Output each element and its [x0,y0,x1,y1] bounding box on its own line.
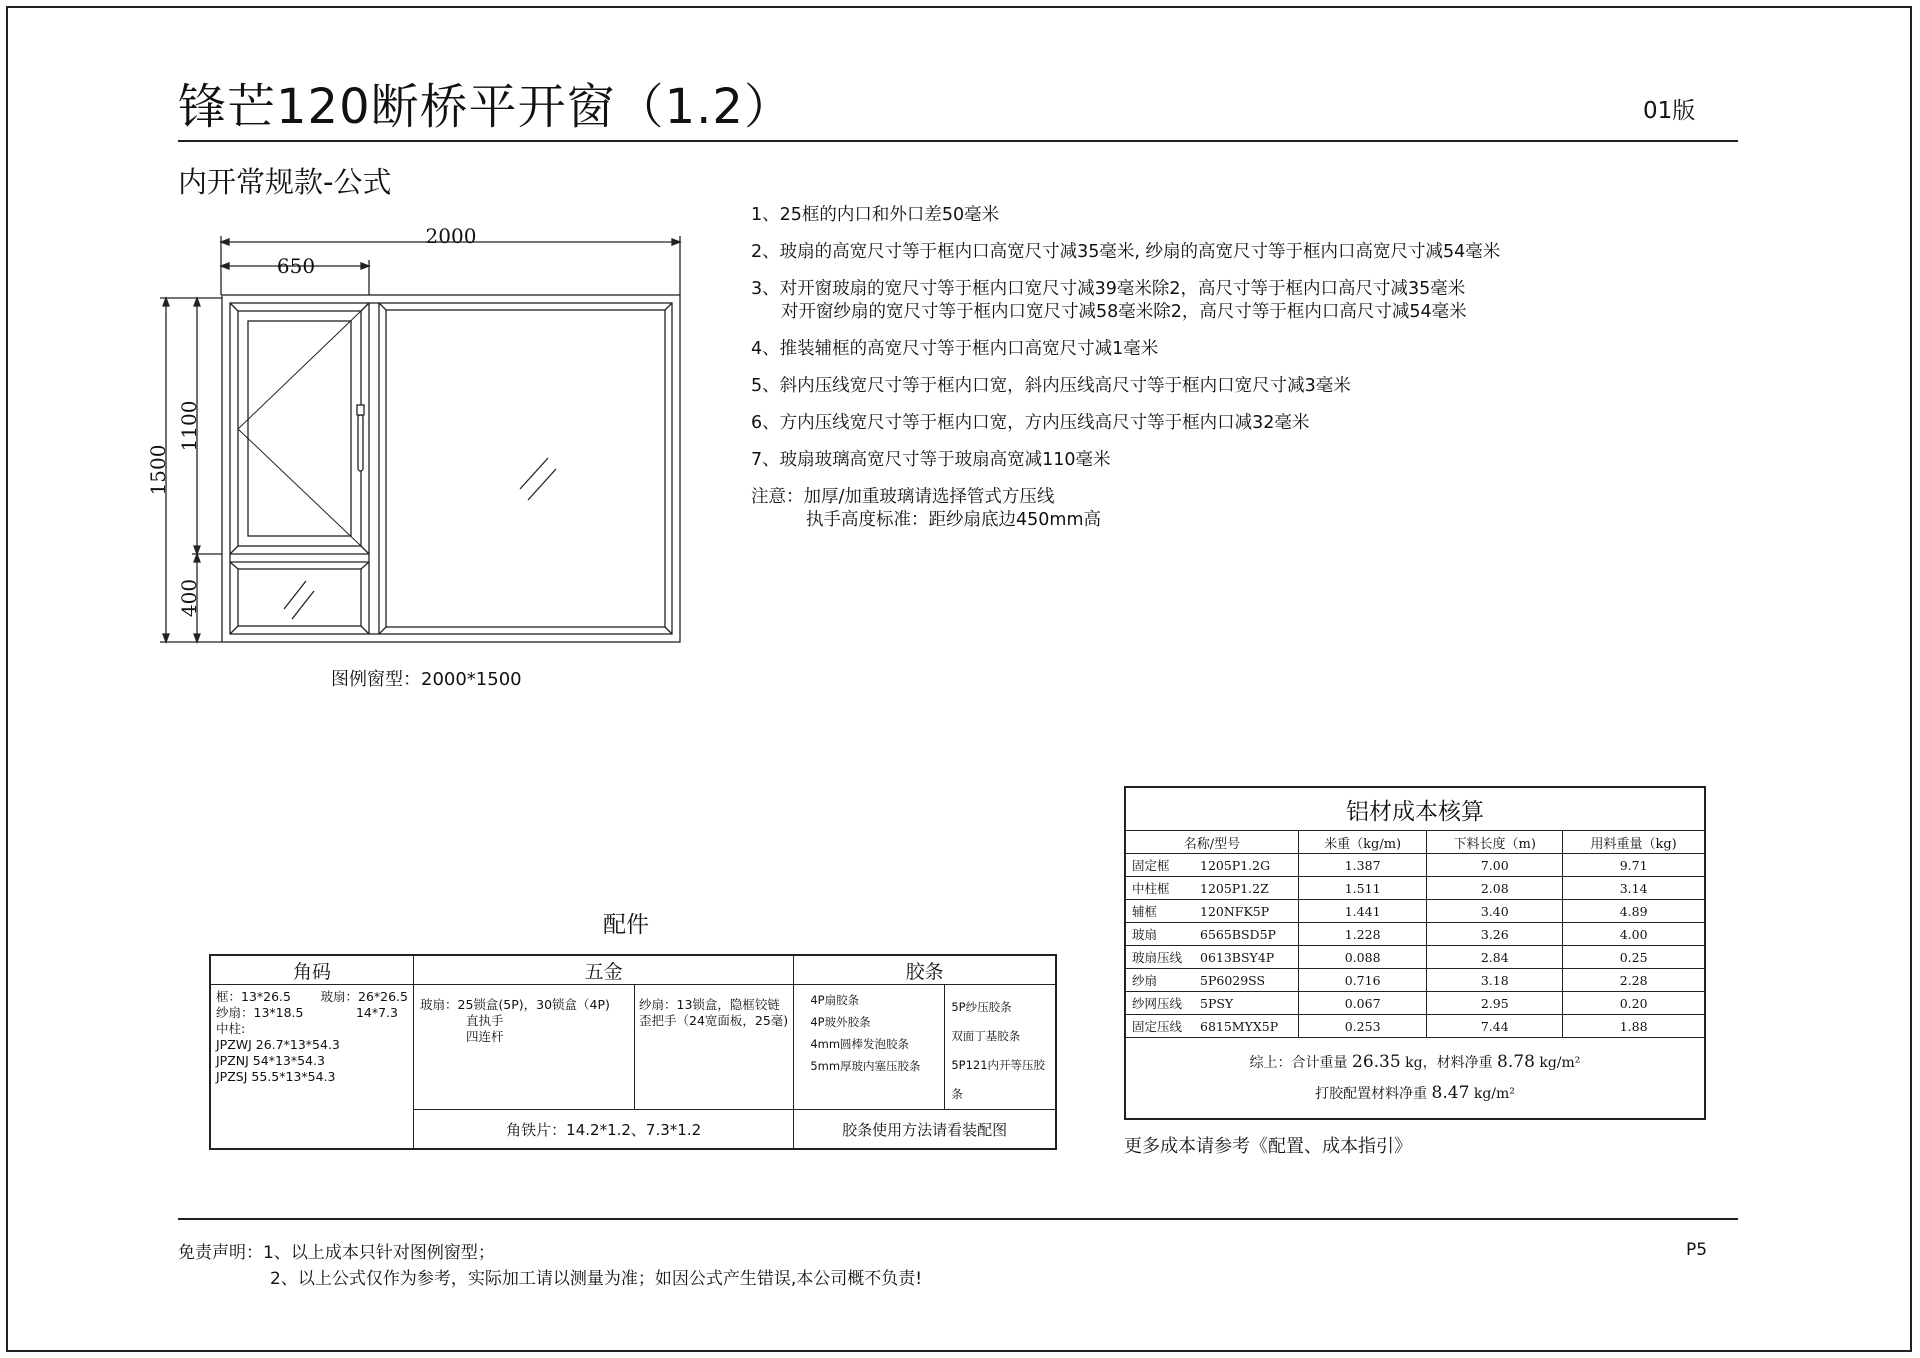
note-item: 7、玻扇玻璃高宽尺寸等于玻扇高宽减110毫米 [751,450,1111,470]
strip-item: 4P玻外胶条 [810,1015,871,1029]
note-item: 6、方内压线宽尺寸等于框内口宽，方内压线高尺寸等于框内口减32毫米 [751,413,1310,433]
strip-item: 双面丁基胶条 [951,1029,1021,1043]
disclaimer-line: 免责声明：1、以上成本只针对图例窗型； [178,1243,495,1263]
cost-header: 用料重量（kg) [1563,831,1705,854]
table-row: 固定框 1205P1.2G 1.387 7.00 9.71 [1125,854,1705,877]
table-row: 玻扇 6565BSD5P 1.228 3.26 4.00 [1125,923,1705,946]
table-row: 固定压线 6815MYX5P 0.253 7.44 1.88 [1125,1015,1705,1038]
table-row: 纱扇 5P6029SS 0.716 3.18 2.28 [1125,969,1705,992]
corner-glass-sash: 玻扇：26*26.5 [320,989,408,1004]
corner-screen-sash: 纱扇：13*18.5 [216,1005,304,1020]
note-item: 对开窗纱扇的宽尺寸等于框内口宽尺寸减58毫米除2，高尺寸等于框内口高尺寸减54毫米 [781,302,1467,322]
header-corner: 角码 [210,955,414,985]
table-row: 中柱框 1205P1.2Z 1.511 2.08 3.14 [1125,877,1705,900]
corner-glass-sash-2: 14*7.3 [355,1005,398,1020]
version-label: 01版 [1643,98,1696,124]
hardware-screen-line: 纱扇：13锁盒，隐框铰链 [639,997,780,1012]
cost-summary [1125,1038,1705,1120]
summary-total-weight: 26.35 [1352,1052,1401,1072]
hardware-glass-line: 四连杆 [466,1029,504,1044]
strips-cell-a [794,985,945,1110]
strip-item: 5P纱压胶条 [951,1000,1012,1014]
table-row: 玻扇压线 0613BSY4P 0.088 2.84 0.25 [1125,946,1705,969]
hardware-screen-cell [635,985,794,1110]
corner-mullion-item: JPZNJ 54*13*54.3 [216,1053,325,1068]
summary-total-label: 综上：合计重量 [1249,1055,1348,1071]
note-item: 4、推装辅框的高宽尺寸等于框内口高宽尺寸减1毫米 [751,339,1159,359]
strip-item: 5P121内开等压胶条 [951,1058,1046,1101]
dim-total-height: 1500 [146,444,170,496]
dim-upper-height: 1100 [177,400,201,452]
hardware-glass-line: 玻扇：25锁盒(5P)，30锁盒（4P) [420,997,610,1012]
strip-item: 4P扇胶条 [810,993,860,1007]
strips-cell-b [945,985,1056,1110]
disclaimer-line: 2、以上公式仅作为参考，实际加工请以测量为准；如因公式产生错误,本公司概不负责! [270,1269,923,1289]
corner-mullion-item: JPZWJ 26.7*13*54.3 [216,1037,340,1052]
page-number: P5 [1686,1240,1708,1260]
cost-reference-note: 更多成本请参考《配置、成本指引》 [1124,1136,1412,1157]
hardware-glass-cell [414,985,635,1110]
hardware-glass-line: 直执手 [466,1013,504,1028]
page-title: 锋芒120断桥平开窗（1.2） [178,79,793,135]
header-strips: 胶条 [794,955,1056,985]
summary-net-weight: 8.78 [1497,1052,1535,1072]
cost-table-title: 铝材成本核算 [1125,787,1705,831]
summary-unit: kg/m² [1473,1086,1515,1102]
dim-lower-height: 400 [177,578,201,618]
corner-cell [210,985,414,1150]
dim-total-width: 2000 [425,224,477,248]
accessories-table [209,954,1057,1150]
strip-item: 5mm厚玻内塞压胶条 [810,1059,921,1073]
hardware-screen-line: 歪把手（24宽面板，25毫) [639,1013,789,1028]
corner-mullion-label: 中柱: [216,1021,246,1036]
summary-glue-label: 打胶配置材料净重 [1315,1086,1428,1102]
cost-table [1124,786,1706,1120]
cost-header: 米重（kg/m) [1299,831,1427,854]
formula-notes [751,197,1500,539]
note-attention: 注意：加厚/加重玻璃请选择管式方压线 [751,487,1055,507]
strips-footer: 胶条使用方法请看装配图 [794,1110,1056,1150]
note-item: 1、25框的内口和外口差50毫米 [751,205,1000,225]
cost-header: 下料长度（m) [1427,831,1563,854]
corner-mullion-item: JPZSJ 55.5*13*54.3 [216,1069,336,1084]
corner-frame: 框：13*26.5 [216,989,291,1004]
footer-divider [178,1218,1738,1220]
note-item: 2、玻扇的高宽尺寸等于框内口高宽尺寸减35毫米, 纱扇的高宽尺寸等于框内口高宽尺寸减54毫米 [751,242,1501,262]
cost-header: 名称/型号 [1125,831,1299,854]
note-item: 5、斜内压线宽尺寸等于框内口宽，斜内压线高尺寸等于框内口宽尺寸减3毫米 [751,376,1351,396]
table-row: 辅框 120NFK5P 1.441 3.40 4.89 [1125,900,1705,923]
window-drawing [140,215,700,655]
section-subtitle: 内开常规款-公式 [178,165,392,199]
table-row: 纱网压线 5PSY 0.067 2.95 0.20 [1125,992,1705,1015]
accessories-title: 配件 [603,912,649,938]
summary-glue-weight: 8.47 [1431,1083,1470,1103]
note-attention: 执手高度标准：距纱扇底边450mm高 [806,510,1101,530]
header-hardware: 五金 [414,955,794,985]
note-item: 3、对开窗玻扇的宽尺寸等于框内口宽尺寸减39毫米除2，高尺寸等于框内口高尺寸减35毫米 [751,279,1466,299]
header-divider [178,140,1738,142]
summary-unit: kg/m² [1539,1055,1581,1071]
hardware-footer: 角铁片：14.2*1.2、7.3*1.2 [414,1110,794,1150]
dim-sash-width: 650 [276,254,316,278]
strip-item: 4mm圆棒发泡胶条 [810,1037,910,1051]
disclaimer [178,1240,922,1292]
summary-mid-label: kg，材料净重 [1405,1055,1493,1071]
drawing-caption: 图例窗型：2000*1500 [331,669,522,690]
